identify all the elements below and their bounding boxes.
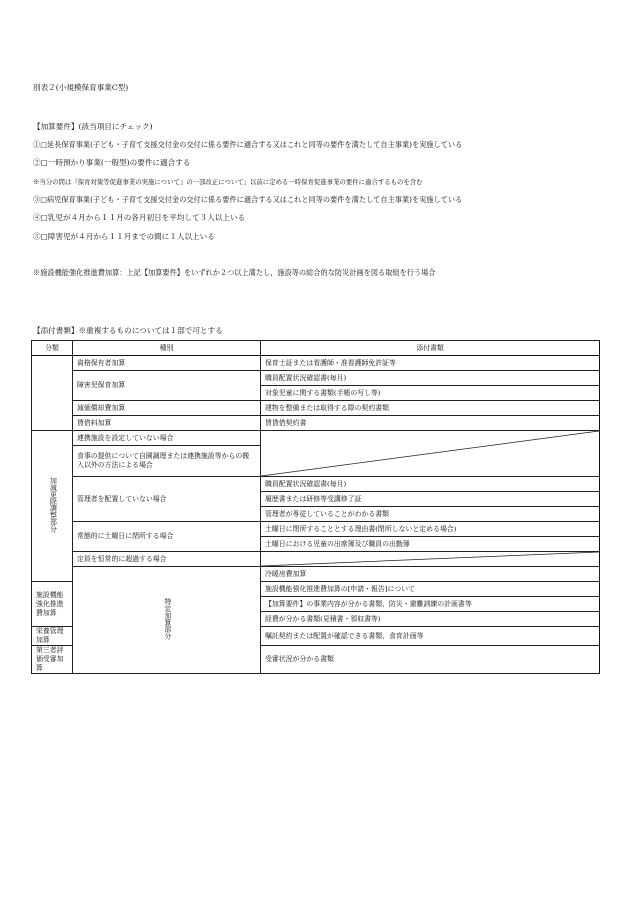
row-item: 管理者を配置していない場合 (73, 477, 261, 522)
row-document: 履歴書または研修等受講修了証 (261, 492, 600, 507)
no-document-cell (261, 552, 600, 567)
table-row (32, 401, 600, 416)
row-document: 土曜日における児童の出席簿及び職員の出勤簿 (261, 537, 600, 552)
row-item: 栄養管理加算 (32, 627, 73, 646)
group-cell-special: 特定加算部分 (73, 567, 261, 674)
row-document: 経費が分かる書類(見積書・領収書等) (261, 612, 600, 627)
column-header-documents: 添付書類 (261, 341, 600, 356)
row-document: 保育士証または看護師・准看護師免許証等 (261, 356, 600, 371)
table-row (32, 431, 600, 446)
group-cell-adjustment: 加減更除調整部分 (32, 431, 73, 582)
attachment-title: 別表２(小規模保育事業C型) (33, 83, 129, 92)
row-item: 食事の提供について自園調理または連携施設等からの搬入以外の方法による場合 (73, 446, 261, 477)
diagonal-strike-line (261, 552, 599, 566)
group-cell-basic (32, 356, 73, 431)
table-row (32, 522, 600, 537)
requirement-item-2-note: ※当分の間は『保育対策等促進事業の実施について』の一部改正について」以前に定める一時保育促進事業の要件に適合するものを含む (33, 178, 423, 186)
row-item: 常態的に土曜日に閉所する場合 (73, 522, 261, 552)
row-item: 第三者評価受審加算 (32, 646, 73, 674)
row-item: 賃借料加算 (73, 416, 261, 431)
row-item: 冷暖房費加算 (261, 567, 600, 582)
table-row (32, 416, 600, 431)
row-item: 減価償却費加算 (73, 401, 261, 416)
row-item: 定員を恒常的に超過する場合 (73, 552, 261, 567)
row-document: 賃貸借契約書 (261, 416, 600, 431)
row-item: 連携施設を設定していない場合 (73, 431, 261, 446)
column-header-category: 分類 (32, 341, 73, 356)
row-document: 管理者が専従していることがわかる書類 (261, 507, 600, 522)
requirement-item-3: ③□病児保育事業(子ども・子育て支援交付金の交付に係る要件に適合する又はこれと同等の要件を満たして自主事業)を実施している (33, 195, 463, 204)
no-document-cell (261, 431, 600, 477)
table-row (32, 371, 600, 386)
column-header-type: 種別 (73, 341, 261, 356)
row-item: 障害児保育加算 (73, 371, 261, 401)
row-document: 受審状況が分かる書類 (261, 646, 600, 674)
requirement-item-4: ④□乳児が４月から１１月の各月初日を平均して３人以上いる (33, 213, 246, 222)
row-document: 土曜日に閉所することとする理由書(閉所しないと定める場合) (261, 522, 600, 537)
row-document: 施設機能強化推進費加算の[申請・報告]について (261, 582, 600, 597)
diagonal-strike-line (261, 431, 599, 476)
row-item: 資格保有者加算 (73, 356, 261, 371)
requirement-item-5: ⑤□障害児が４月から１１月までの間に１人以上いる (33, 232, 215, 241)
table-row (32, 567, 600, 582)
table-header-row (32, 341, 600, 356)
row-document: 職員配置状況確認書(毎月) (261, 371, 600, 386)
attachments-heading: 【添付書類】※重複するものについては１部で可とする (33, 326, 223, 335)
table-row (32, 552, 600, 567)
row-document: 対象児童に関する書類(手帳の写し等) (261, 386, 600, 401)
requirements-heading: 【加算要件】(該当項目にチェック) (33, 122, 153, 131)
row-document: 嘱託契約または配置が確認できる書類，食育計画等 (261, 627, 600, 646)
requirement-item-1: ①□延長保育事業(子ども・子育て支援交付金の交付に係る要件に適合する又はこれと同等の要件を満たして自主事業)を実施している (33, 140, 463, 149)
table-row (32, 356, 600, 371)
table-row (32, 477, 600, 492)
row-document: 【加算要件】の事業内容が分かる書類，防災・避難訓練の計画書等 (261, 597, 600, 612)
attachments-table (31, 340, 600, 674)
row-document: 建物を整備または取得する際の契約書類 (261, 401, 600, 416)
requirement-item-2: ②□一時預かり事業(一般型)の要件に適合する (33, 158, 191, 167)
facility-function-note: ※施設機能強化推進費加算：上記【加算要件】をいずれか２つ以上満たし，施設等の総合的な防災計画を図る取組を行う場合 (33, 268, 436, 277)
row-document: 職員配置状況確認書(毎月) (261, 477, 600, 492)
row-item: 施設機能強化推進費加算 (32, 582, 73, 627)
